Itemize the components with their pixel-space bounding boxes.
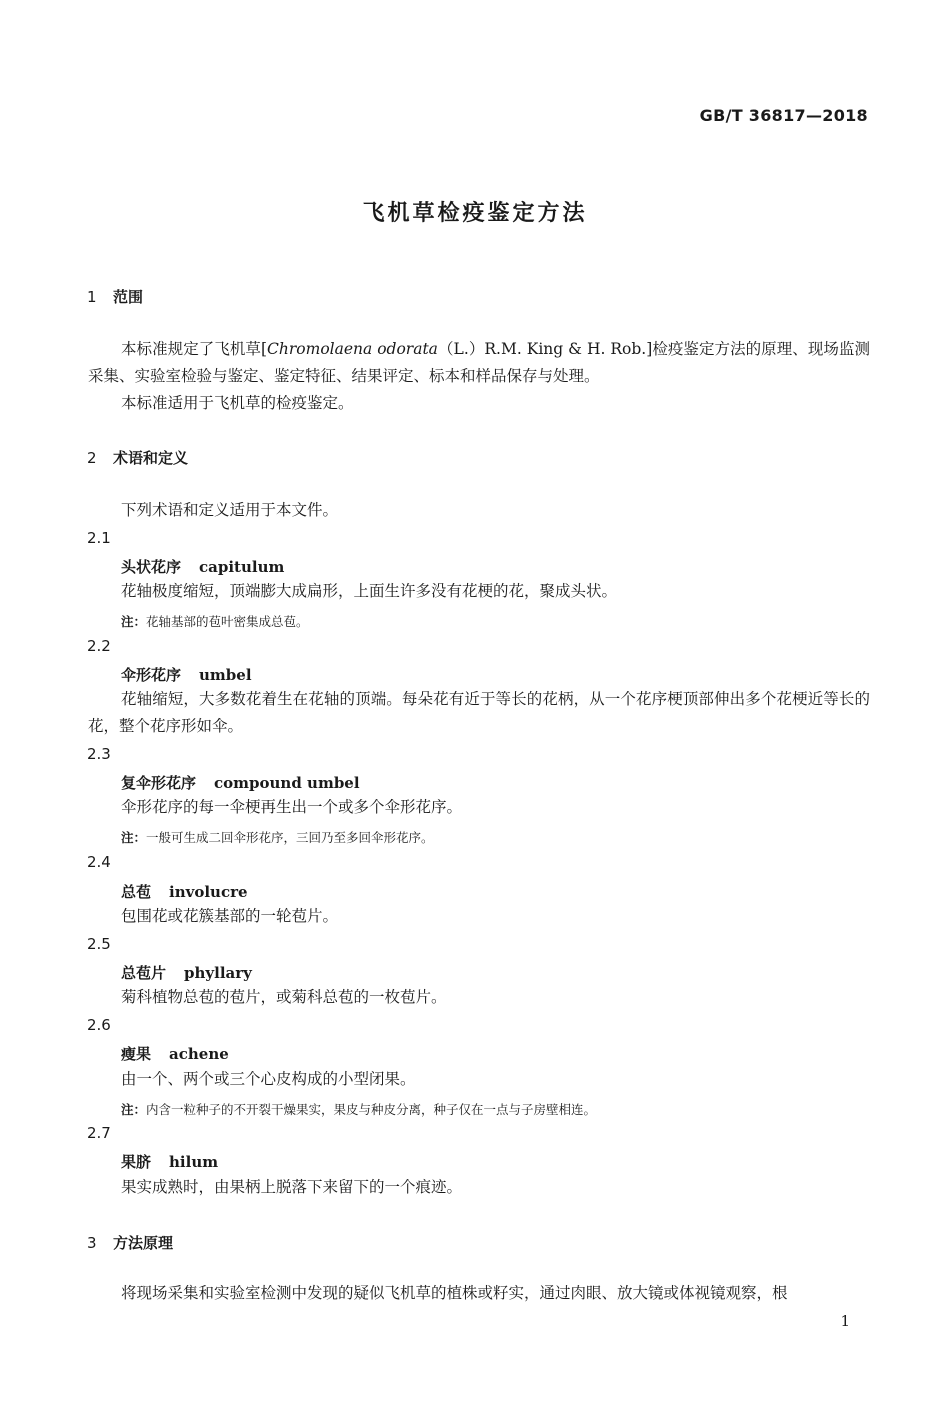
term-heading (121, 1151, 218, 1172)
term-en: capitulum (199, 558, 285, 576)
term-number: 2.7 (87, 1124, 111, 1142)
term-zh: 瘦果 (121, 1045, 152, 1063)
term-definition: 包围花或花簇基部的一轮苞片。 (121, 907, 339, 925)
term-en: compound umbel (214, 774, 360, 792)
section-title: 方法原理 (113, 1234, 174, 1252)
term-number: 2.2 (87, 637, 111, 655)
section-title: 范围 (113, 288, 144, 306)
section-number: 1 (87, 288, 97, 306)
note-text: 一般可生成二回伞形花序，三回乃至多回伞形花序。 (146, 830, 434, 845)
scope-paragraph (88, 336, 870, 390)
note-label: 注： (121, 614, 147, 629)
section-number: 3 (87, 1234, 97, 1252)
term-zh: 伞形花序 (121, 666, 182, 684)
term-en: hilum (169, 1153, 219, 1171)
page-number: 1 (840, 1312, 850, 1330)
term-definition: 果实成熟时，由果柄上脱落下来留下的一个痕迹。 (121, 1178, 463, 1196)
section-3-heading (87, 1232, 173, 1253)
section-2-heading (87, 447, 188, 468)
term-zh: 总苞片 (121, 964, 167, 982)
scope-text-a: 本标准规定了飞机草[ (121, 340, 268, 358)
document-title: 飞机草检疫鉴定方法 (362, 201, 588, 226)
term-heading (121, 664, 252, 685)
note-label: 注： (121, 830, 147, 845)
terms-intro: 下列术语和定义适用于本文件。 (121, 501, 339, 519)
term-note (121, 1100, 870, 1118)
term-definition: 由一个、两个或三个心皮构成的小型闭果。 (121, 1070, 416, 1088)
term-heading (121, 772, 360, 793)
term-en: achene (169, 1045, 229, 1063)
term-number: 2.3 (87, 745, 111, 763)
term-definition: 伞形花序的每一伞梗再生出一个或多个伞形花序。 (121, 798, 463, 816)
term-heading (121, 556, 284, 577)
term-heading (121, 1043, 229, 1064)
section-1-heading (87, 286, 143, 307)
term-definition: 花轴缩短，大多数花着生在花轴的顶端。每朵花有近于等长的花柄，从一个花序梗顶部伸出多个花梗近等长的花，整个花序形如伞。 (88, 690, 870, 735)
term-en: umbel (199, 666, 252, 684)
term-number: 2.4 (87, 853, 111, 871)
section-title: 术语和定义 (113, 449, 189, 467)
term-number: 2.5 (87, 935, 111, 953)
note-text: 花轴基部的苞叶密集成总苞。 (146, 614, 309, 629)
term-zh: 总苞 (121, 883, 152, 901)
term-definition: 菊科植物总苞的苞片，或菊科总苞的一枚苞片。 (121, 988, 447, 1006)
method-paragraph: 将现场采集和实验室检测中发现的疑似飞机草的植株或籽实，通过肉眼、放大镜或体视镜观察，根 (121, 1284, 788, 1302)
term-number: 2.1 (87, 529, 111, 547)
scope-applicability: 本标准适用于飞机草的检疫鉴定。 (121, 394, 354, 412)
term-zh: 头状花序 (121, 558, 182, 576)
scope-text-b: （L.）R.M. King & H. Rob.]检疫鉴定方法的原理、现场监测采集、实验室检验与鉴定、鉴定特征、结果评定、标本和样品保存与处理。 (88, 340, 871, 385)
term-note (121, 612, 870, 630)
term-note (121, 828, 870, 846)
term-zh: 果脐 (121, 1153, 152, 1171)
note-text: 内含一粒种子的不开裂干燥果实，果皮与种皮分离，种子仅在一点与子房壁相连。 (146, 1102, 597, 1117)
term-en: phyllary (184, 964, 252, 982)
scientific-name: Chromolaena odorata (267, 340, 438, 358)
term-zh: 复伞形花序 (121, 774, 197, 792)
term-number: 2.6 (87, 1016, 111, 1034)
term-heading (121, 962, 252, 983)
term-en: involucre (169, 883, 248, 901)
note-label: 注： (121, 1102, 147, 1117)
term-heading (121, 881, 248, 902)
standard-code: GB/T 36817—2018 (699, 106, 868, 125)
section-number: 2 (87, 449, 97, 467)
term-definition: 花轴极度缩短，顶端膨大成扁形，上面生许多没有花梗的花，聚成头状。 (121, 582, 618, 600)
